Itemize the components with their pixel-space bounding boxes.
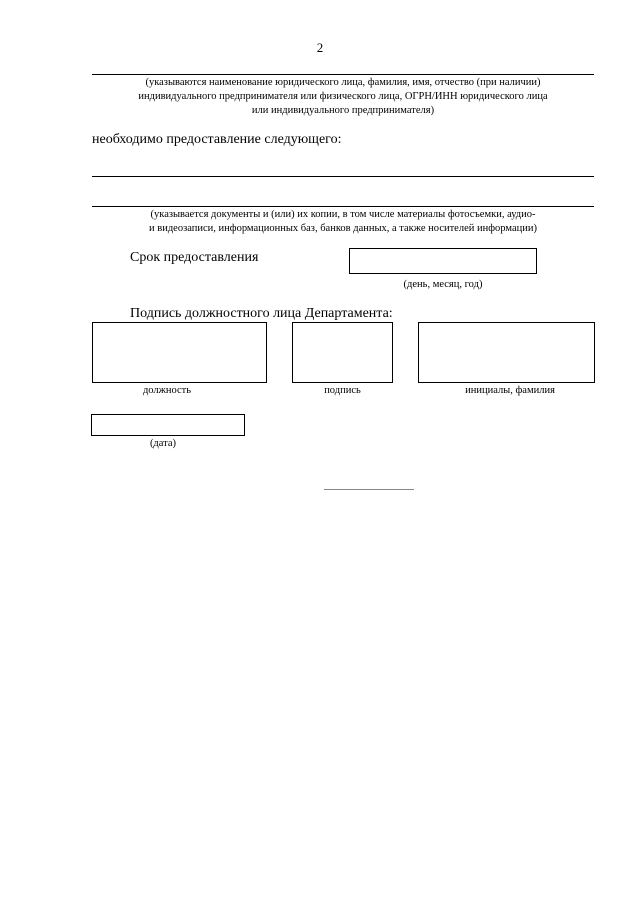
date-field[interactable] — [91, 414, 245, 436]
entity-caption-line-3: или индивидуального предпринимателя) — [251, 105, 435, 116]
required-intro: необходимо предоставление следующего: — [92, 132, 342, 147]
deadline-hint: (день, месяц, год) — [403, 279, 483, 290]
page-number: 2 — [316, 40, 324, 55]
name-label: инициалы, фамилия — [465, 385, 555, 396]
documents-caption-line-1: (указывается документы и (или) их копии, в том числе материалы фотосъемки, аудио- — [150, 209, 536, 220]
deadline-label: Срок предоставления — [130, 250, 259, 265]
signature-field[interactable] — [292, 322, 393, 383]
date-label: (дата) — [149, 438, 177, 449]
deadline-input[interactable] — [349, 248, 537, 274]
documents-line-1 — [92, 176, 594, 177]
position-field[interactable] — [92, 322, 267, 383]
name-field[interactable] — [418, 322, 595, 383]
end-separator — [324, 489, 414, 490]
entity-caption-line-1: (указываются наименование юридического лица, фамилия, имя, отчество (при наличии) — [145, 77, 541, 88]
documents-caption-line-2: и видеозаписи, информационных баз, банков данных, а также носителей информации) — [149, 223, 537, 234]
signature-field-label: подпись — [324, 385, 361, 396]
documents-line-2 — [92, 206, 594, 207]
documents-caption — [92, 208, 594, 236]
entity-line — [92, 74, 594, 75]
signature-label: Подпись должностного лица Департамента: — [130, 306, 393, 321]
position-label: должность — [142, 385, 192, 396]
entity-caption — [92, 76, 594, 118]
entity-caption-line-2: индивидуального предпринимателя или физического лица, ОГРН/ИНН юридического лица — [138, 91, 548, 102]
